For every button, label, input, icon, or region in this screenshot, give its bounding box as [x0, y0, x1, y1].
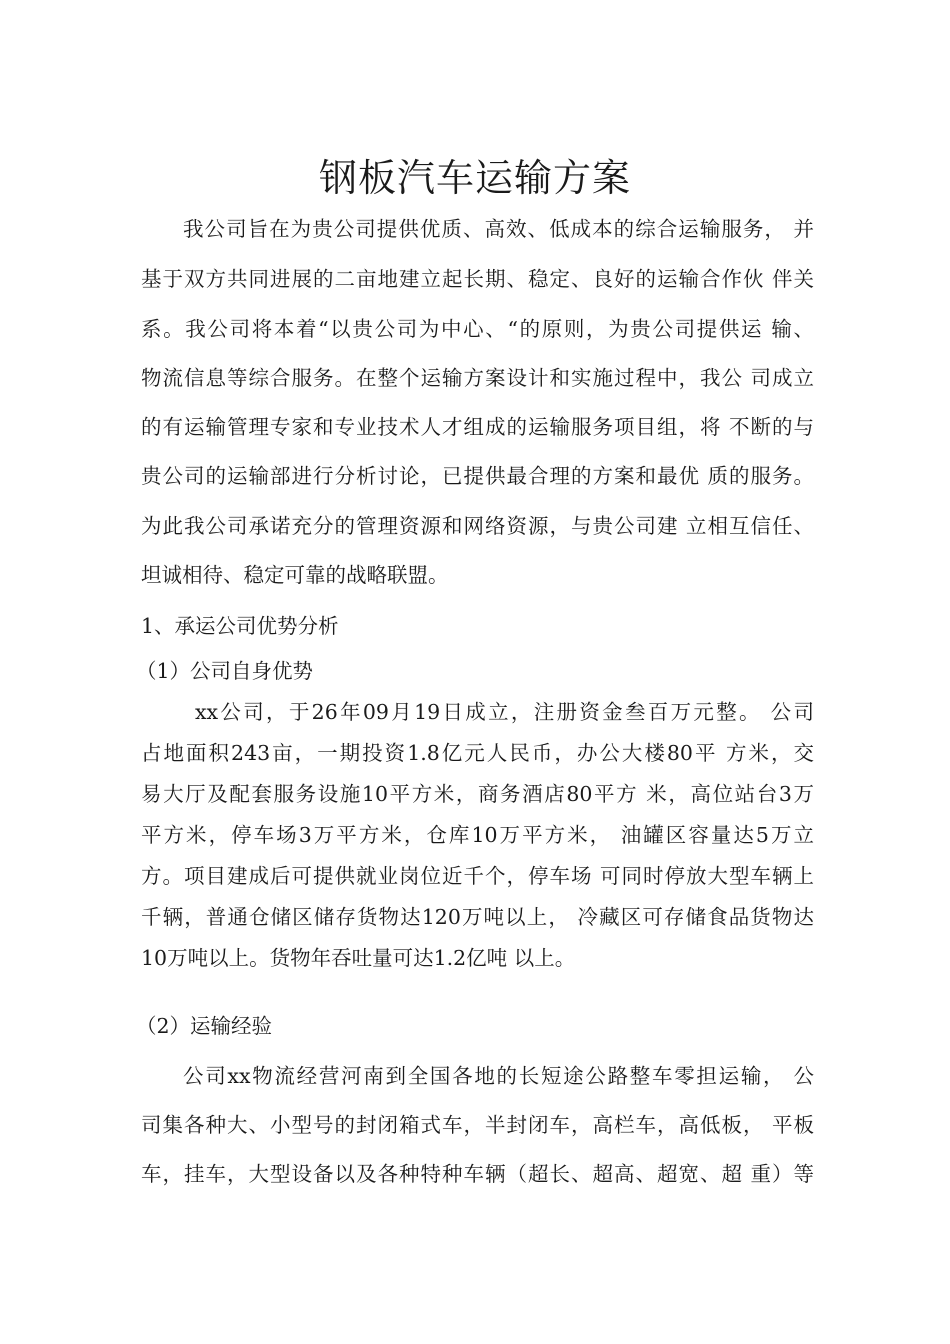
intro-line-8: 坦诚相待、稳定可靠的战略联盟。 — [141, 563, 449, 587]
intro-line-7: 为此我公司承诺充分的管理资源和网络资源，与贵公司建 立相互信任、 — [141, 514, 814, 538]
subsection-heading-2: （2）运输经验 — [136, 1014, 273, 1038]
sub2-line-3: 车，挂车，大型设备以及各种特种车辆（超长、超高、超宽、超 重）等 — [141, 1162, 814, 1186]
sub1-line-6: 千辆，普通仓储区储存货物达120万吨以上， 冷藏区可存储食品货物达 — [141, 905, 814, 929]
intro-line-1: 我公司旨在为贵公司提供优质、高效、低成本的综合运输服务， 并 — [183, 217, 814, 241]
sub1-line-3: 易大厅及配套服务设施10平方米，商务酒店80平方 米，高位站台3万 — [141, 782, 814, 806]
intro-line-6: 贵公司的运输部进行分析讨论，已提供最合理的方案和最优 质的服务。 — [141, 464, 814, 488]
sub1-line-1: xx公司，于26年09月19日成立，注册资金叁百万元整。 公司 — [195, 700, 814, 724]
intro-line-4: 物流信息等综合服务。在整个运输方案设计和实施过程中，我公 司成立 — [141, 366, 814, 390]
section-heading: 1、承运公司优势分析 — [141, 614, 339, 638]
sub1-line-2: 占地面积243亩，一期投资1.8亿元人民币，办公大楼80平 方米，交 — [141, 741, 814, 765]
intro-line-2: 基于双方共同进展的二亩地建立起长期、稳定、良好的运输合作伙 伴关 — [141, 267, 814, 291]
intro-line-3: 系。我公司将本着“以贵公司为中心、“的原则，为贵公司提供运 输、 — [141, 317, 814, 341]
sub1-line-4: 平方米，停车场3万平方米，仓库10万平方米， 油罐区容量达5万立 — [141, 823, 814, 847]
sub2-line-1: 公司xx物流经营河南到全国各地的长短途公路整车零担运输， 公 — [183, 1064, 814, 1088]
sub1-line-5: 方。项目建成后可提供就业岗位近千个，停车场 可同时停放大型车辆上 — [141, 864, 814, 888]
sub1-line-7: 10万吨以上。货物年吞吐量可达1.2亿吨 以上。 — [141, 946, 576, 970]
sub2-line-2: 司集各种大、小型号的封闭箱式车，半封闭车，高栏车，高低板， 平板 — [141, 1113, 814, 1137]
intro-line-5: 的有运输管理专家和专业技术人才组成的运输服务项目组，将 不断的与 — [141, 415, 814, 439]
document-title: 钢板汽车运输方案 — [318, 156, 631, 200]
subsection-heading-1: （1）公司自身优势 — [136, 659, 314, 683]
